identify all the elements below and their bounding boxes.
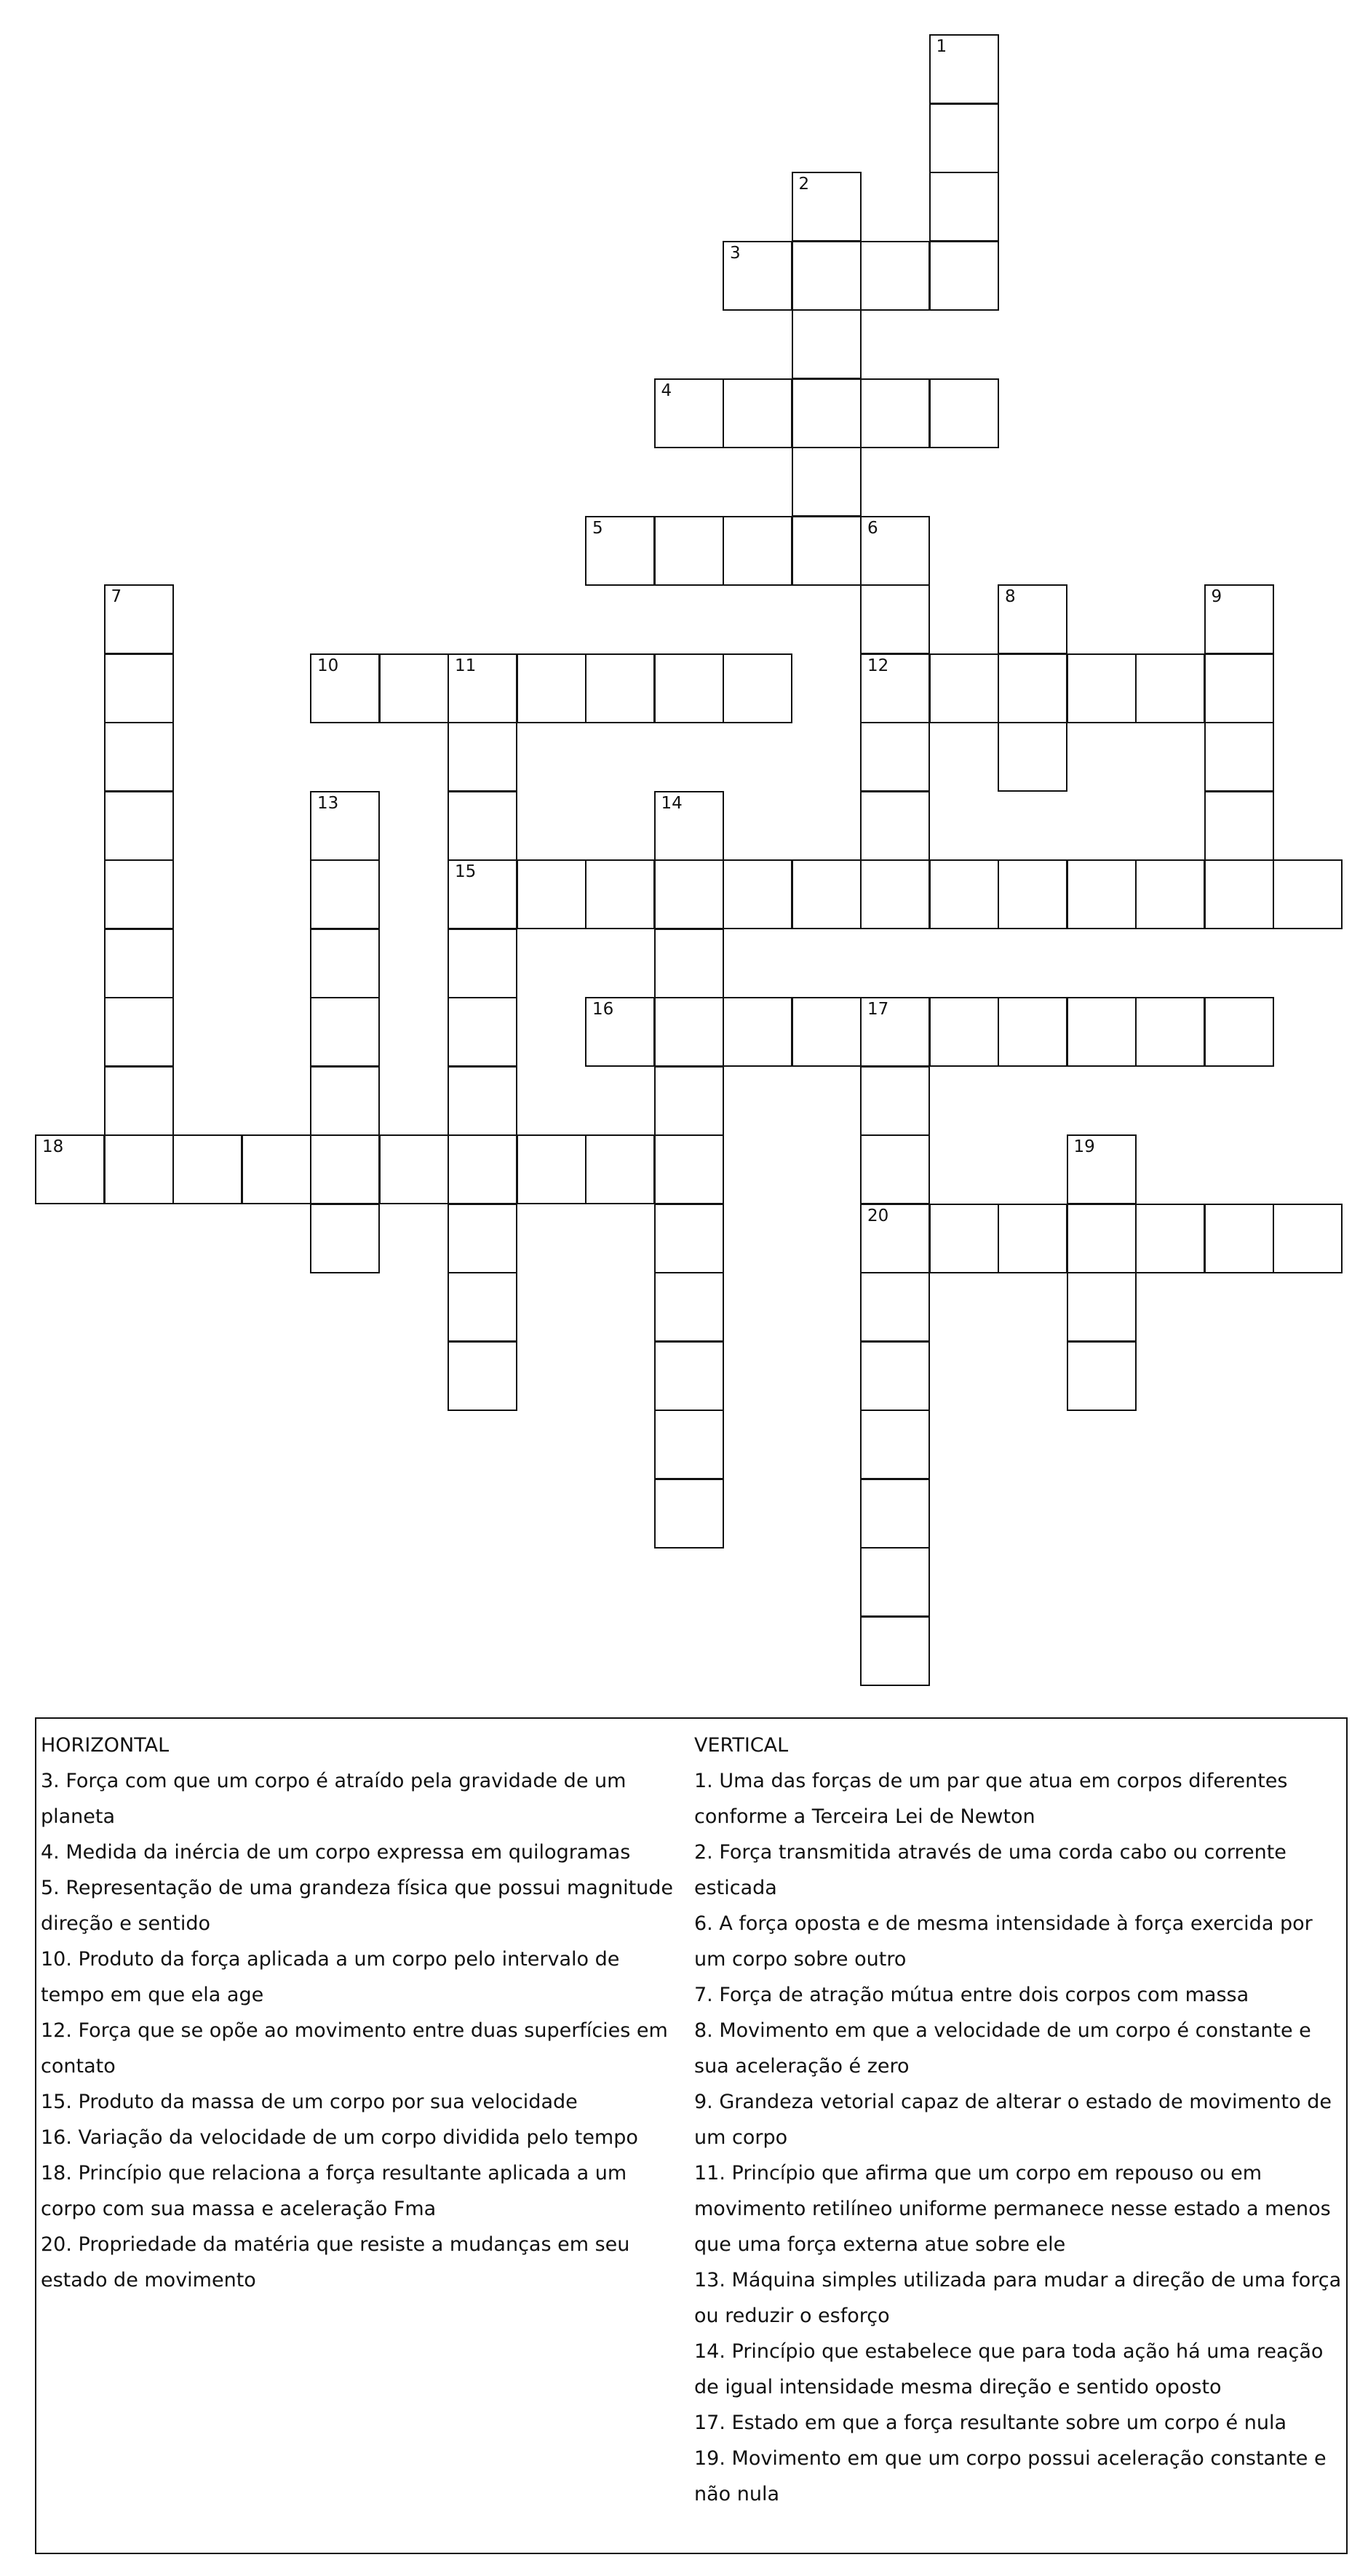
clue-vertical-14: 14. Princípio que estabelece que para toda ação há uma reação de igual intensidade mesma direção e sentido oposto bbox=[694, 2340, 1324, 2398]
crossword-cell[interactable] bbox=[585, 997, 655, 1067]
crossword-cell[interactable] bbox=[860, 1616, 930, 1686]
crossword-cell[interactable] bbox=[1135, 997, 1205, 1067]
crossword-cell[interactable] bbox=[1067, 1341, 1137, 1411]
crossword-cell[interactable] bbox=[1273, 1204, 1343, 1273]
crossword-cell[interactable] bbox=[929, 997, 999, 1067]
crossword-cell[interactable] bbox=[1135, 653, 1205, 723]
crossword-cell[interactable] bbox=[448, 653, 517, 723]
crossword-cell[interactable] bbox=[860, 1547, 930, 1617]
crossword-cell[interactable] bbox=[860, 1410, 930, 1479]
crossword-cell[interactable] bbox=[654, 1204, 724, 1273]
crossword-cell[interactable] bbox=[310, 653, 380, 723]
crossword-cell[interactable] bbox=[723, 997, 792, 1067]
clue-number-7: 7 bbox=[111, 587, 122, 606]
crossword-cell[interactable] bbox=[654, 929, 724, 998]
crossword-cell[interactable] bbox=[654, 1272, 724, 1342]
clue-number-6: 6 bbox=[867, 518, 878, 538]
crossword-cell[interactable] bbox=[860, 516, 930, 586]
crossword-cell[interactable] bbox=[448, 1272, 517, 1342]
crossword-cell[interactable] bbox=[310, 1204, 380, 1273]
clue-number-14: 14 bbox=[661, 793, 683, 813]
crossword-cell[interactable] bbox=[1067, 859, 1137, 929]
crossword-cell[interactable] bbox=[517, 1134, 586, 1204]
crossword-cell[interactable] bbox=[448, 859, 517, 929]
crossword-cell[interactable] bbox=[723, 241, 792, 311]
crossword-cell[interactable] bbox=[448, 1341, 517, 1411]
crossword-cell[interactable] bbox=[929, 653, 999, 723]
crossword-cell[interactable] bbox=[929, 241, 999, 311]
crossword-cell[interactable] bbox=[104, 653, 174, 723]
clue-horizontal-3: 3. Força com que um corpo é atraído pela gravidade de um planeta bbox=[41, 1770, 627, 1828]
crossword-cell[interactable] bbox=[1204, 1204, 1274, 1273]
clue-vertical-2: 2. Força transmitida através de uma corda cabo ou corrente esticada bbox=[694, 1841, 1287, 1899]
crossword-cell[interactable] bbox=[585, 516, 655, 586]
crossword-cell[interactable] bbox=[654, 653, 724, 723]
crossword-cell[interactable] bbox=[654, 1066, 724, 1136]
crossword-cell[interactable] bbox=[792, 241, 862, 311]
clue-horizontal-15: 15. Produto da massa de um corpo por sua velocidade bbox=[41, 2091, 578, 2113]
crossword-cell[interactable] bbox=[1204, 997, 1274, 1067]
clue-vertical-6: 6. A força oposta e de mesma intensidade à força exercida por um corpo sobre outro bbox=[694, 1912, 1313, 1971]
clue-horizontal-4: 4. Medida da inércia de um corpo expressa em quilogramas bbox=[41, 1841, 631, 1864]
crossword-cell[interactable] bbox=[998, 722, 1067, 792]
crossword-cell[interactable] bbox=[310, 1066, 380, 1136]
crossword-cell[interactable] bbox=[310, 1134, 380, 1204]
crossword-cell[interactable] bbox=[585, 1134, 655, 1204]
crossword-cell[interactable] bbox=[998, 653, 1067, 723]
crossword-cell[interactable] bbox=[792, 447, 862, 517]
clue-number-8: 8 bbox=[1005, 587, 1016, 606]
clue-number-3: 3 bbox=[730, 243, 741, 263]
crossword-cell[interactable] bbox=[1067, 1134, 1137, 1204]
clue-horizontal-5: 5. Representação de uma grandeza física que possui magnitude direção e sentido bbox=[41, 1877, 674, 1935]
crossword-cell[interactable] bbox=[379, 653, 449, 723]
vertical-clues-column bbox=[694, 1728, 1342, 2512]
crossword-cell[interactable] bbox=[860, 1272, 930, 1342]
crossword-cell[interactable] bbox=[310, 929, 380, 998]
crossword-cell[interactable] bbox=[1204, 791, 1274, 861]
clue-number-16: 16 bbox=[592, 1000, 614, 1019]
crossword-cell[interactable] bbox=[860, 1066, 930, 1136]
crossword-cell[interactable] bbox=[654, 859, 724, 929]
crossword-cell[interactable] bbox=[929, 378, 999, 448]
crossword-cell[interactable] bbox=[723, 859, 792, 929]
clue-horizontal-12: 12. Força que se opõe ao movimento entre duas superfícies em contato bbox=[41, 2019, 668, 2078]
crossword-cell[interactable] bbox=[448, 1066, 517, 1136]
crossword-cell[interactable] bbox=[654, 1479, 724, 1549]
clue-number-17: 17 bbox=[867, 1000, 889, 1019]
crossword-cell[interactable] bbox=[860, 791, 930, 861]
crossword-cell[interactable] bbox=[104, 722, 174, 792]
clue-number-5: 5 bbox=[592, 518, 603, 538]
vertical-heading: VERTICAL bbox=[694, 1734, 789, 1757]
crossword-cell[interactable] bbox=[1135, 1204, 1205, 1273]
clue-vertical-1: 1. Uma das forças de um par que atua em corpos diferentes conforme a Terceira Lei de Newton bbox=[694, 1770, 1288, 1828]
crossword-cell[interactable] bbox=[1067, 997, 1137, 1067]
clue-horizontal-16: 16. Variação da velocidade de um corpo dividida pelo tempo bbox=[41, 2126, 638, 2149]
crossword-cell[interactable] bbox=[654, 1134, 724, 1204]
crossword-cell[interactable] bbox=[654, 791, 724, 861]
crossword-cell[interactable] bbox=[1273, 859, 1343, 929]
crossword-cell[interactable] bbox=[860, 997, 930, 1067]
crossword-cell[interactable] bbox=[1204, 859, 1274, 929]
clue-vertical-11: 11. Princípio que afirma que um corpo em repouso ou em movimento retilíneo uniforme permanece nesse estado a menos que uma força externa atue sobre ele bbox=[694, 2162, 1331, 2256]
crossword-cell[interactable] bbox=[35, 1134, 105, 1204]
clues-box bbox=[35, 1717, 1348, 2554]
crossword-cell[interactable] bbox=[1067, 653, 1137, 723]
crossword-cell[interactable] bbox=[517, 653, 586, 723]
crossword-cell[interactable] bbox=[585, 653, 655, 723]
crossword-cell[interactable] bbox=[310, 997, 380, 1067]
crossword-cell[interactable] bbox=[792, 172, 862, 242]
crossword-cell[interactable] bbox=[860, 1134, 930, 1204]
crossword-cell[interactable] bbox=[998, 997, 1067, 1067]
crossword-cell[interactable] bbox=[792, 378, 862, 448]
clue-number-11: 11 bbox=[455, 656, 477, 675]
clue-number-19: 19 bbox=[1073, 1137, 1095, 1156]
clue-number-2: 2 bbox=[798, 175, 810, 194]
crossword-cell[interactable] bbox=[860, 241, 930, 311]
crossword-cell[interactable] bbox=[242, 1134, 311, 1204]
crossword-cell[interactable] bbox=[929, 103, 999, 173]
crossword-cell[interactable] bbox=[448, 791, 517, 861]
crossword-cell[interactable] bbox=[654, 378, 724, 448]
clue-horizontal-10: 10. Produto da força aplicada a um corpo pelo intervalo de tempo em que ela age bbox=[41, 1948, 620, 2006]
crossword-cell[interactable] bbox=[104, 1066, 174, 1136]
clue-number-18: 18 bbox=[42, 1137, 64, 1156]
clue-vertical-19: 19. Movimento em que um corpo possui aceleração constante e não nula bbox=[694, 2447, 1327, 2505]
crossword-cell[interactable] bbox=[104, 997, 174, 1067]
crossword-cell[interactable] bbox=[860, 859, 930, 929]
crossword-cell[interactable] bbox=[104, 1134, 174, 1204]
crossword-cell[interactable] bbox=[792, 309, 862, 379]
clue-vertical-8: 8. Movimento em que a velocidade de um corpo é constante e sua aceleração é zero bbox=[694, 2019, 1311, 2078]
clue-number-15: 15 bbox=[455, 862, 477, 881]
crossword-cell[interactable] bbox=[860, 584, 930, 654]
clue-number-20: 20 bbox=[867, 1206, 889, 1225]
crossword-cell[interactable] bbox=[448, 722, 517, 792]
crossword-cell[interactable] bbox=[379, 1134, 449, 1204]
horizontal-heading: HORIZONTAL bbox=[41, 1734, 170, 1757]
crossword-cell[interactable] bbox=[792, 859, 862, 929]
crossword-cell[interactable] bbox=[654, 516, 724, 586]
clue-horizontal-18: 18. Princípio que relaciona a força resultante aplicada a um corpo com sua massa e aceleração Fma bbox=[41, 2162, 627, 2220]
crossword-cell[interactable] bbox=[585, 859, 655, 929]
crossword-cell[interactable] bbox=[104, 929, 174, 998]
crossword-cell[interactable] bbox=[860, 1341, 930, 1411]
crossword-cell[interactable] bbox=[1067, 1272, 1137, 1342]
crossword-cell[interactable] bbox=[654, 1410, 724, 1479]
crossword-cell[interactable] bbox=[1135, 859, 1205, 929]
crossword-cell[interactable] bbox=[860, 653, 930, 723]
clue-vertical-7: 7. Força de atração mútua entre dois corpos com massa bbox=[694, 1984, 1249, 2006]
clue-number-10: 10 bbox=[317, 656, 339, 675]
crossword-cell[interactable] bbox=[104, 584, 174, 654]
crossword-cell[interactable] bbox=[792, 516, 862, 586]
crossword-cell[interactable] bbox=[654, 1341, 724, 1411]
horizontal-clues-column bbox=[41, 1728, 681, 2298]
crossword-cell[interactable] bbox=[1204, 722, 1274, 792]
crossword-cell[interactable] bbox=[860, 1204, 930, 1273]
crossword-cell[interactable] bbox=[929, 859, 999, 929]
crossword-cell[interactable] bbox=[723, 653, 792, 723]
crossword-cell[interactable] bbox=[998, 859, 1067, 929]
crossword-cell[interactable] bbox=[448, 1204, 517, 1273]
crossword-cell[interactable] bbox=[860, 722, 930, 792]
crossword-cell[interactable] bbox=[104, 859, 174, 929]
crossword-cell[interactable] bbox=[929, 172, 999, 242]
crossword-cell[interactable] bbox=[792, 997, 862, 1067]
clue-vertical-17: 17. Estado em que a força resultante sobre um corpo é nula bbox=[694, 2412, 1287, 2434]
clue-number-4: 4 bbox=[661, 381, 672, 400]
clue-number-13: 13 bbox=[317, 793, 339, 813]
clue-vertical-13: 13. Máquina simples utilizada para mudar a direção de uma força ou reduzir o esforço bbox=[694, 2269, 1342, 2327]
crossword-cell[interactable] bbox=[723, 378, 792, 448]
crossword-cell[interactable] bbox=[448, 997, 517, 1067]
crossword-cell[interactable] bbox=[723, 516, 792, 586]
crossword-cell[interactable] bbox=[929, 1204, 999, 1273]
vertical-clue-list bbox=[694, 1763, 1342, 2512]
crossword-cell[interactable] bbox=[310, 859, 380, 929]
clue-number-9: 9 bbox=[1211, 587, 1222, 606]
clue-vertical-9: 9. Grandeza vetorial capaz de alterar o estado de movimento de um corpo bbox=[694, 2091, 1332, 2149]
crossword-cell[interactable] bbox=[448, 1134, 517, 1204]
horizontal-clue-list bbox=[41, 1763, 681, 2298]
crossword-cell[interactable] bbox=[104, 791, 174, 861]
clue-number-1: 1 bbox=[936, 37, 947, 56]
crossword-cell[interactable] bbox=[310, 791, 380, 861]
crossword-cell[interactable] bbox=[654, 997, 724, 1067]
crossword-cell[interactable] bbox=[1067, 1204, 1137, 1273]
crossword-cell[interactable] bbox=[929, 34, 999, 104]
crossword-cell[interactable] bbox=[1204, 584, 1274, 654]
crossword-cell[interactable] bbox=[1204, 653, 1274, 723]
clue-number-12: 12 bbox=[867, 656, 889, 675]
clue-horizontal-20: 20. Propriedade da matéria que resiste a mudanças em seu estado de movimento bbox=[41, 2233, 630, 2291]
crossword-cell[interactable] bbox=[172, 1134, 242, 1204]
crossword-cell[interactable] bbox=[998, 584, 1067, 654]
crossword-cell[interactable] bbox=[998, 1204, 1067, 1273]
crossword-cell[interactable] bbox=[860, 378, 930, 448]
crossword-cell[interactable] bbox=[860, 1479, 930, 1549]
crossword-cell[interactable] bbox=[517, 859, 586, 929]
crossword-cell[interactable] bbox=[448, 929, 517, 998]
